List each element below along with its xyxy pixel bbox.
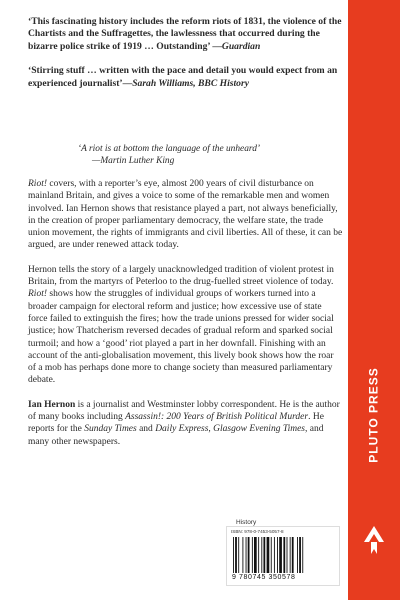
barcode-bar (290, 537, 291, 573)
barcode-bar (283, 537, 285, 573)
epigraph-quote: ‘A riot is at bottom the language of the unheard’ (78, 144, 261, 154)
book-title: Riot! (28, 179, 47, 189)
paragraph-text: , (208, 424, 214, 435)
book-title: Riot! (28, 289, 47, 300)
paragraph-text: is a journalist and Westminster lobby correspondent. He is the author of many books including (28, 399, 340, 423)
barcode-bar (292, 537, 294, 573)
barcode-bar (297, 537, 298, 573)
barcode-bar (246, 537, 247, 573)
barcode-bar (258, 537, 259, 573)
publisher-sidebar (348, 0, 400, 600)
review-quotes (28, 16, 346, 102)
barcode-bar (261, 537, 262, 573)
barcode-bar (235, 537, 237, 573)
paragraph-text: Hernon tells the story of a largely unacknowledged tradition of violent protest in Britain, from the martyrs of Peterloo to the drug-fuelled street violence of today. (28, 264, 334, 288)
review-quote-bbc (28, 65, 346, 90)
barcode-bar (274, 537, 275, 573)
barcode (226, 526, 340, 586)
barcode-bar (287, 537, 288, 573)
barcode-bars (233, 537, 333, 573)
blurb-paragraph-2 (28, 264, 343, 387)
paragraph-text: , and many other newspapers. (28, 424, 324, 447)
paragraph-text: covers, with a reporter’s eye, almost 200 years of civil disturbance on mainland Britain, and gives a voice to some of the remarkable men and women involved. Ian Hernon shows that resistance played a part, not always beneficially, in the creation of proper parliamentary democracy, the welfare state, the trade union movement, the rights of immigrants and civil liberties. All of these, it can be argued, are under renewed attack today. (28, 179, 343, 251)
newspaper-name: Sunday Times (84, 424, 137, 435)
barcode-bar (252, 537, 253, 573)
publisher-name (356, 360, 392, 470)
barcode-bar (277, 537, 278, 573)
epigraph (78, 143, 318, 167)
barcode-bar (242, 537, 243, 573)
paragraph-text: shows how the struggles of individual groups of workers turned into a broader campaign for electoral reform and justice; how excessive use of state force failed to extinguish the fires; how the trade unions pressed for wider social justice; how Thatcherism reversed decades of gradual reform and sparked social turmoil; and how a ‘good’ riot played a part in her downfall. Finishing with an account of the anti-globalisation movement, this lively book shows how the roar of a mob has perhaps done more to change society than measured parliamentary debate. (28, 289, 334, 386)
barcode-bar (238, 537, 239, 573)
blurb (28, 178, 343, 460)
pluto-flame-logo-icon (362, 525, 386, 555)
quote-source: Sarah Williams, BBC History (132, 77, 249, 89)
barcode-bar (271, 537, 272, 573)
newspaper-name: Daily Express (155, 424, 209, 435)
barcode-bar (254, 537, 257, 573)
category-label: History (236, 519, 257, 526)
publisher-name-text: PLUTO PRESS (367, 367, 381, 463)
barcode-bar (299, 537, 301, 573)
quote-text: ‘This fascinating history includes the reform riots of 1831, the violence of the Chartists and the Suffragettes, the lawlessness that occurred during the bizarre police strike of 1919 … Outstanding’ — (28, 16, 342, 52)
barcode-number: 9 780745 350578 (232, 574, 296, 581)
barcode-bar (233, 537, 234, 573)
author-bio (28, 399, 343, 448)
review-quote-guardian (28, 16, 346, 53)
author-name: Ian Hernon (28, 399, 76, 410)
barcode-bar (263, 537, 265, 573)
paragraph-text: . He reports for the (28, 412, 324, 435)
blurb-paragraph-1 (28, 178, 343, 252)
newspaper-name: Glasgow Evening Times (213, 424, 305, 435)
epigraph-attribution: —Martin Luther King (92, 156, 175, 166)
barcode-bar (267, 537, 270, 573)
barcode-bar (248, 537, 250, 573)
barcode-bar (279, 537, 282, 573)
quote-text: ‘Stirring stuff … written with the pace and detail you would expect from an experienced journalist’— (28, 65, 338, 89)
quote-source: Guardian (221, 40, 261, 52)
book-title: Assassin!: 200 Years of British Political Murder (125, 412, 309, 423)
paragraph-text: and (136, 424, 156, 435)
isbn-label: ISBN: 978-0-7453-5057-8 (231, 529, 284, 534)
barcode-bar (302, 537, 303, 573)
